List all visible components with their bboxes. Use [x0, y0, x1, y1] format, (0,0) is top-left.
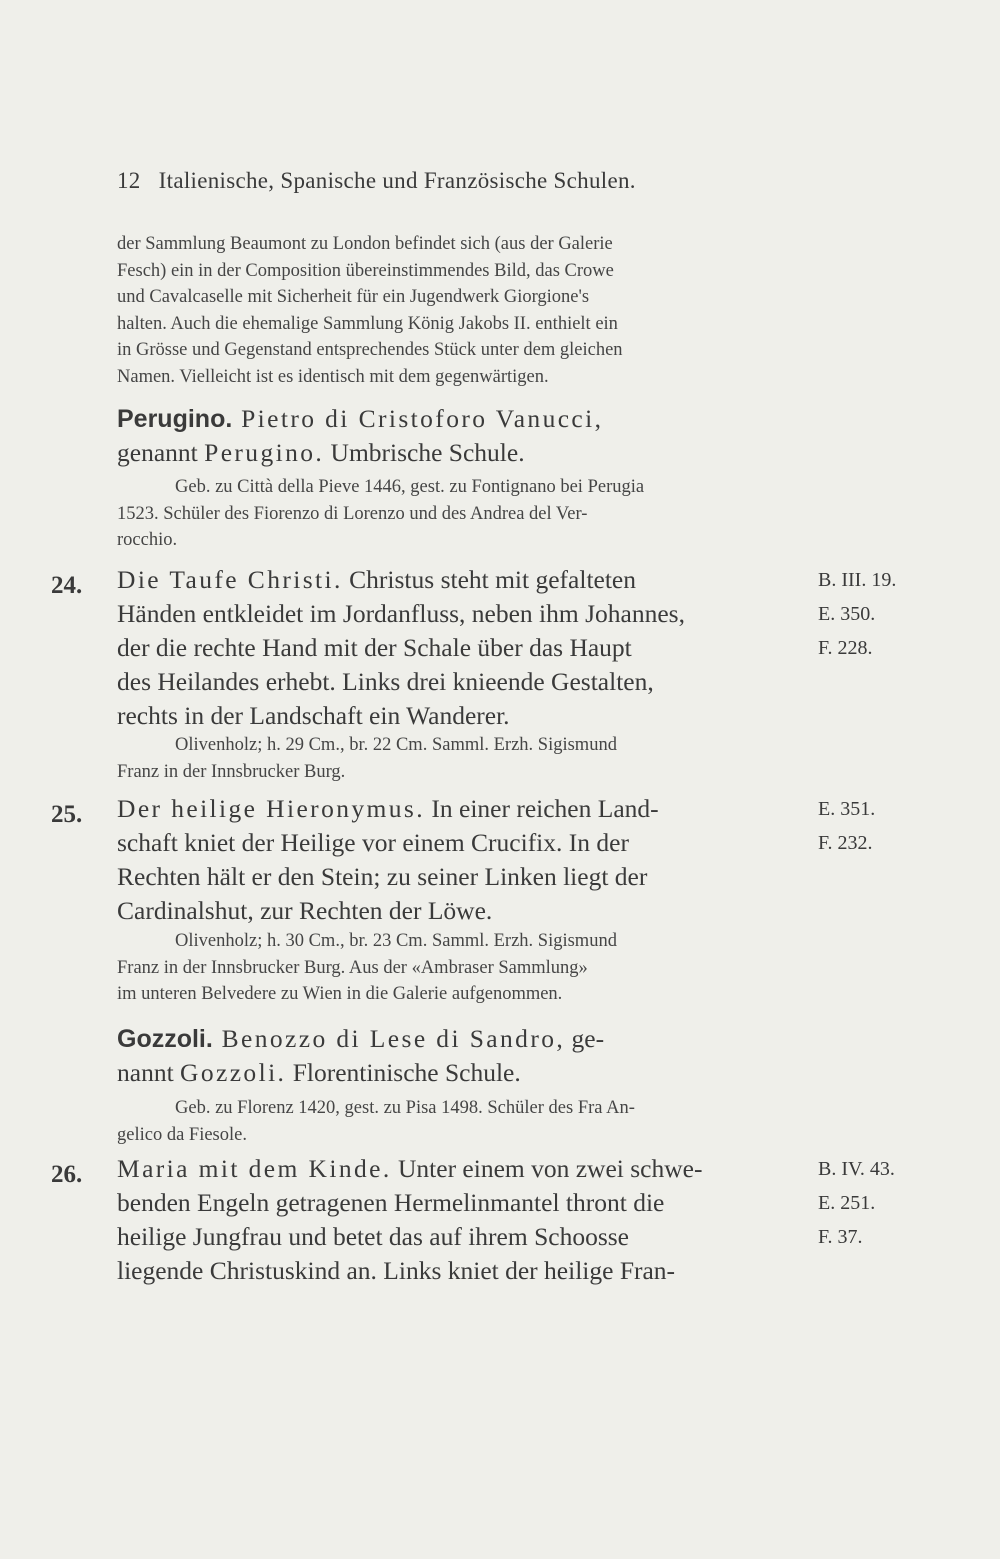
text-line: benden Engeln getragenen Hermelinmantel thront die	[117, 1188, 665, 1217]
artist-name: Perugino.	[117, 405, 233, 433]
reference: F. 228.	[818, 637, 873, 659]
text-line: gelico da Fiesole.	[117, 1124, 247, 1145]
entry-25-description	[117, 792, 807, 928]
text-line: 1523. Schüler des Fiorenzo di Lorenzo und des Andrea del Ver-	[117, 503, 588, 524]
text-line: Fesch) ein in der Composition übereinstimmendes Bild, das Crowe	[117, 260, 614, 281]
entry-24-description	[117, 563, 807, 733]
text-line: heilige Jungfrau und betet das auf ihrem Schoosse	[117, 1222, 629, 1251]
entry-24-references	[818, 563, 896, 665]
text-line: Olivenholz; h. 29 Cm., br. 22 Cm. Samml. Erzh. Sigismund	[175, 735, 617, 755]
artist-shortname: Perugino.	[204, 438, 325, 467]
school-name: Umbrische Schule.	[324, 438, 525, 467]
entry-24-note	[117, 732, 807, 785]
artist-bio-gozzoli	[117, 1095, 807, 1148]
artist-bio-perugino	[117, 474, 807, 554]
text-line: Geb. zu Florenz 1420, gest. zu Pisa 1498. Schüler des Fra An-	[175, 1098, 635, 1118]
text-line: Rechten hält er den Stein; zu seiner Linken liegt der	[117, 862, 648, 891]
text-line: der die rechte Hand mit der Schale über das Haupt	[117, 633, 632, 662]
entry-number: 24.	[51, 572, 83, 599]
reference: F. 232.	[818, 832, 873, 854]
entry-title: Maria mit dem Kinde.	[117, 1154, 392, 1183]
text-line: liegende Christuskind an. Links kniet der heilige Fran-	[117, 1256, 676, 1285]
heading-text: genannt	[117, 438, 205, 467]
text-line: Olivenholz; h. 30 Cm., br. 23 Cm. Samml. Erzh. Sigismund	[175, 931, 617, 951]
text-line: Unter einem von zwei schwe-	[391, 1154, 703, 1183]
text-line: Namen. Vielleicht ist es identisch mit dem gegenwärtigen.	[117, 366, 549, 387]
entry-26-references	[818, 1152, 895, 1254]
text-line: des Heilandes erhebt. Links drei knieende Gestalten,	[117, 667, 654, 696]
text-line: Christus steht mit gefalteten	[342, 565, 636, 594]
reference: E. 351.	[818, 798, 876, 820]
entry-26-description	[117, 1152, 807, 1288]
text-line: Franz in der Innsbrucker Burg. Aus der «Ambraser Sammlung»	[117, 957, 588, 978]
text-line: in Grösse und Gegenstand entsprechendes Stück unter dem gleichen	[117, 340, 623, 360]
entry-number: 26.	[51, 1161, 83, 1188]
reference: F. 37.	[818, 1226, 863, 1248]
artist-fullname: Benozzo di Lese di Sandro,	[212, 1024, 566, 1053]
running-title: Italienische, Spanische und Französische Schulen.	[158, 168, 636, 193]
text-line: Franz in der Innsbrucker Burg.	[117, 761, 346, 782]
page-number: 12	[117, 168, 141, 193]
text-line: der Sammlung Beaumont zu London befindet sich (aus der Galerie	[117, 234, 613, 254]
text-line: im unteren Belvedere zu Wien in die Galerie aufgenommen.	[117, 984, 563, 1004]
text-line: und Cavalcaselle mit Sicherheit für ein Jugendwerk Giorgione's	[117, 287, 590, 307]
text-line: Cardinalshut, zur Rechten der Löwe.	[117, 896, 493, 925]
artist-name: Gozzoli.	[117, 1025, 213, 1053]
text-line: In einer reichen Land-	[425, 794, 659, 823]
reference: E. 350.	[818, 603, 876, 625]
artist-fullname: Pietro di Cristoforo Vanucci,	[232, 404, 604, 433]
text-line: rechts in der Landschaft ein Wanderer.	[117, 701, 510, 730]
running-header	[117, 168, 636, 194]
reference: B. III. 19.	[818, 569, 897, 591]
artist-heading-gozzoli	[117, 1022, 807, 1090]
heading-text: ge-	[565, 1024, 605, 1053]
entry-title: Die Taufe Christi.	[117, 565, 343, 594]
entry-number: 25.	[51, 801, 83, 828]
heading-text: nannt	[117, 1058, 181, 1087]
artist-heading-perugino	[117, 402, 807, 470]
entry-25-references	[818, 792, 875, 860]
text-line: Geb. zu Città della Pieve 1446, gest. zu Fontignano bei Perugia	[175, 477, 645, 497]
text-line: Händen entkleidet im Jordanfluss, neben ihm Johannes,	[117, 599, 685, 628]
reference: E. 251.	[818, 1192, 876, 1214]
school-name: Florentinische Schule.	[286, 1058, 521, 1087]
artist-shortname: Gozzoli.	[180, 1058, 287, 1087]
text-line: schaft kniet der Heilige vor einem Crucifix. In der	[117, 828, 629, 857]
entry-25-note	[117, 928, 807, 1008]
entry-title: Der heilige Hieronymus.	[117, 794, 426, 823]
text-line: rocchio.	[117, 530, 178, 550]
text-line: halten. Auch die ehemalige Sammlung König Jakobs II. enthielt ein	[117, 313, 618, 334]
reference: B. IV. 43.	[818, 1158, 895, 1180]
intro-paragraph	[117, 231, 807, 390]
